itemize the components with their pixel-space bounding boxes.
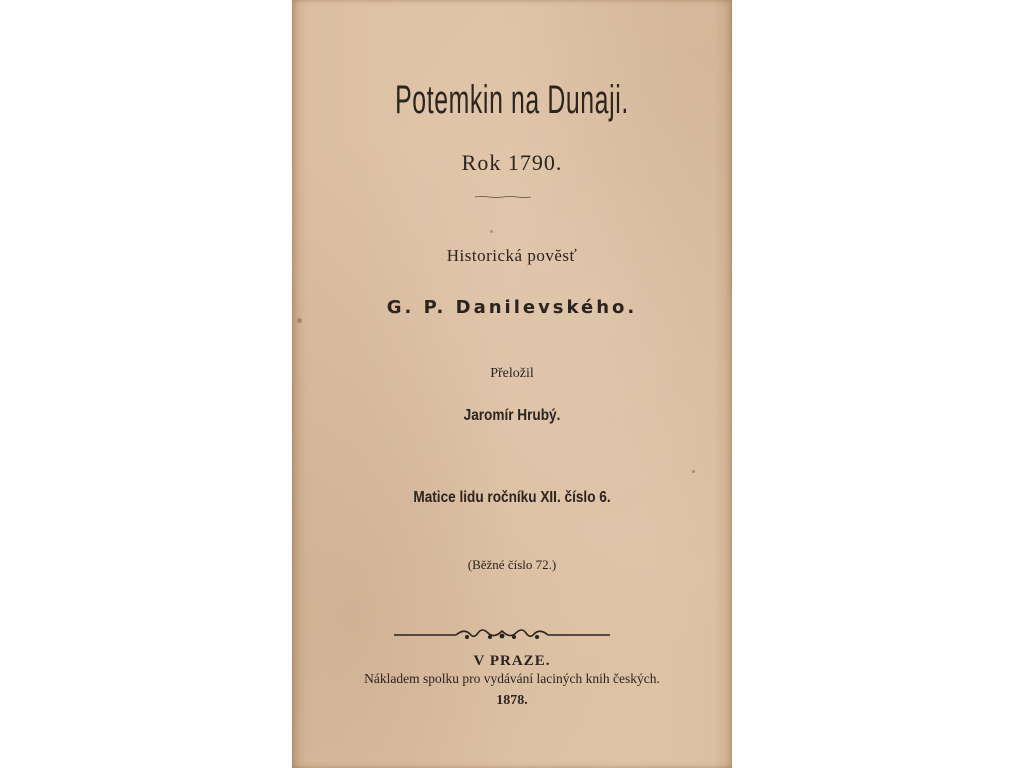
paper-speck <box>692 470 695 473</box>
genre-line: Historická povĕsť <box>446 246 578 265</box>
book-title-page <box>292 0 732 768</box>
series-line: Matice lidu ročníku XII. číslo 6. <box>413 489 611 506</box>
publication-year: 1878. <box>496 693 528 708</box>
place-line: V PRAZE. <box>473 653 551 669</box>
paper-speck <box>490 230 493 233</box>
author-line: G. P. Danilevského. <box>386 297 638 318</box>
paper-speck <box>297 318 302 323</box>
publisher-line: Nákladem spolku pro vydávání laciných knih českých. <box>364 671 660 686</box>
translator-name: Jaromír Hrubý. <box>463 407 561 424</box>
running-number: (Běžné číslo 72.) <box>467 557 557 572</box>
ornament-divider <box>394 625 610 645</box>
year-line: Rok 1790. <box>461 150 563 175</box>
small-rule <box>475 196 531 198</box>
translated-by-label: Přeložil <box>490 366 534 381</box>
book-title: Potemkin na Dunaji. <box>395 78 629 122</box>
